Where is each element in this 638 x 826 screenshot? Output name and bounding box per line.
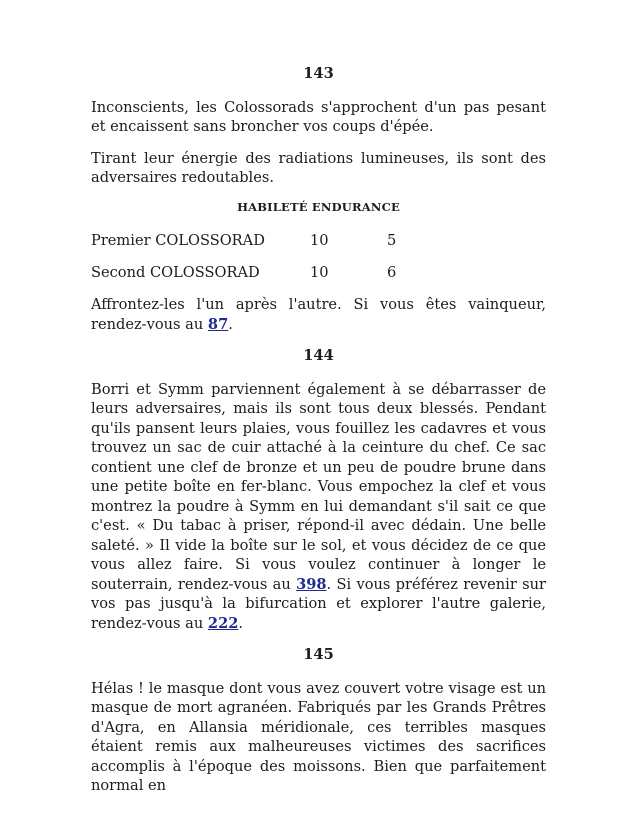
section-144-text-middle: . Si vous préférez revenir sur vos pas jusqu'à la bifurcation et explorer l'autre galerie, rendez-vous au bbox=[91, 575, 546, 632]
section-143-paragraph-2: Tirant leur énergie des radiations lumineuses, ils sont des adversaires redoutables. bbox=[91, 149, 546, 186]
section-number-143: 143 bbox=[303, 65, 334, 82]
section-145-paragraph-1: Hélas ! le masque dont vous avez couvert votre visage est un masque de mort agranéen. Fabriqués par les Grands Prêtres d'Agra, en Allansia méridionale, ces terribles masques étaient remis aux malheureuses victimes des sacrifices accomplis à l'époque des moissons. Bien que parfaitement normal en bbox=[91, 679, 546, 794]
enemy-row bbox=[91, 231, 546, 251]
enemy-endurance: 6 bbox=[387, 264, 397, 281]
enemy-name: Premier COLOSSORAD bbox=[91, 232, 265, 249]
enemy-row bbox=[91, 263, 546, 283]
section-number-145: 145 bbox=[303, 646, 334, 663]
section-144-text-end: . bbox=[238, 614, 244, 632]
section-143-paragraph-1: Inconscients, les Colossorads s'approchent d'un pas pesant et encaissent sans broncher vos coups d'épée. bbox=[91, 98, 546, 135]
enemy-name: Second COLOSSORAD bbox=[91, 264, 260, 281]
page-content bbox=[91, 64, 546, 808]
stats-header: HABILETÉ ENDURANCE bbox=[237, 199, 400, 214]
section-144-text: Borri et Symm parviennent également à se débarrasser de leurs adversaires, mais ils sont tous deux blessés. Pendant qu'ils pansent leurs plaies, vous fouillez les cadavres et vous trouvez un sac de cuir attaché à la ceinture du chef. Ce sac contient une clef de bronze et un peu de poudre brune dans une petite boîte en fer-blanc. Vous empochez la clef et vous montrez la poudre à Symm en lui demandant s'il sait ce que c'est. « Du tabac à priser, répond-il avec dédain. Une belle saleté. » Il vide la boîte sur le sol, et vous décidez de ce que vous allez faire. Si vous voulez continuer à longer le souterrain, rendez-vous au bbox=[91, 380, 546, 593]
link-398[interactable]: 398 bbox=[296, 575, 327, 593]
enemy-endurance: 5 bbox=[387, 232, 397, 249]
section-143-paragraph-3 bbox=[91, 295, 546, 334]
enemy-habilete: 10 bbox=[310, 264, 329, 281]
link-87[interactable]: 87 bbox=[207, 315, 229, 333]
enemy-habilete: 10 bbox=[310, 232, 329, 249]
section-144-paragraph-1 bbox=[91, 380, 546, 634]
section-number-144: 144 bbox=[303, 347, 334, 364]
link-222[interactable]: 222 bbox=[207, 614, 239, 632]
section-143-text: Affrontez-les l'un après l'autre. Si vous êtes vainqueur, rendez-vous au bbox=[91, 296, 546, 333]
section-143-text-end: . bbox=[228, 315, 233, 333]
